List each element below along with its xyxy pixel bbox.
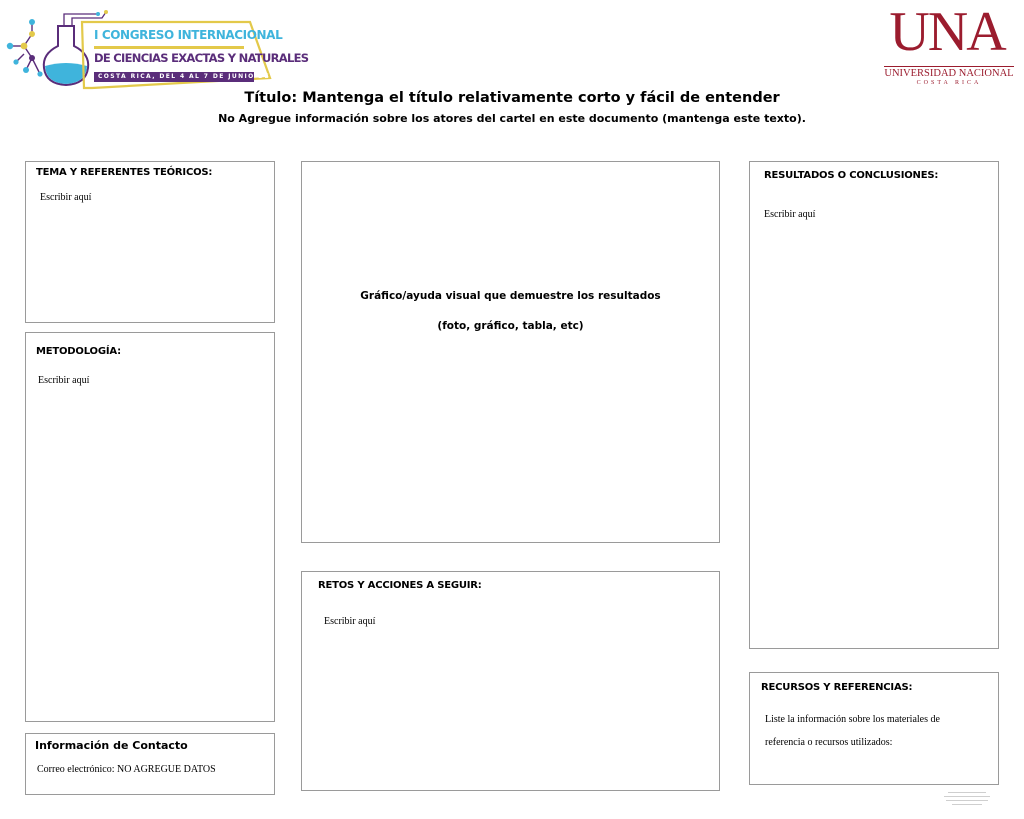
congress-line-1: I CONGRESO INTERNACIONAL: [94, 28, 283, 42]
university-divider: [884, 66, 1014, 67]
grafico-line-1: Gráfico/ayuda visual que demuestre los resultados: [360, 290, 661, 302]
university-logo: [880, 1, 1018, 86]
grafico-section: [301, 161, 720, 543]
resultados-body: Escribir aquí: [764, 209, 816, 220]
contact-section: [25, 733, 275, 795]
recursos-section: [749, 672, 999, 785]
tema-body: Escribir aquí: [40, 192, 92, 203]
retos-heading: RETOS Y ACCIONES A SEGUIR:: [318, 580, 482, 591]
resultados-heading: RESULTADOS O CONCLUSIONES:: [764, 170, 939, 181]
congress-line-3: COSTA RICA, DEL 4 AL 7 DE JUNIO DE 2019: [98, 73, 296, 80]
university-name: UNIVERSIDAD NACIONAL: [884, 68, 1014, 79]
recursos-body-line-1: Liste la información sobre los materiales de: [765, 714, 940, 725]
recursos-body-line-2: referencia o recursos utilizados:: [765, 737, 893, 748]
tema-heading: TEMA Y REFERENTES TEÓRICOS:: [36, 167, 213, 178]
university-acronym: UNA: [889, 1, 1005, 63]
contact-heading: Información de Contacto: [35, 739, 188, 752]
contact-body: Correo electrónico: NO AGREGUE DATOS: [37, 764, 216, 775]
retos-section: [301, 571, 720, 791]
congress-logo: [2, 8, 309, 90]
metodologia-section: [25, 332, 275, 722]
page-subtitle: No Agregue información sobre los atores del cartel en este documento (mantenga este texto).: [218, 112, 806, 125]
retos-body: Escribir aquí: [324, 616, 376, 627]
page-title: Título: Mantenga el título relativamente corto y fácil de entender: [244, 90, 780, 106]
resultados-section: [749, 161, 999, 649]
tema-section: [25, 161, 275, 323]
university-country: COSTA RICA: [916, 80, 982, 86]
footer-fine-print-mark: [944, 790, 990, 812]
metodologia-heading: METODOLOGÍA:: [36, 346, 121, 357]
recursos-heading: RECURSOS Y REFERENCIAS:: [761, 682, 913, 693]
grafico-line-2: (foto, gráfico, tabla, etc): [437, 320, 584, 332]
congress-line-2: DE CIENCIAS EXACTAS Y NATURALES: [94, 51, 309, 65]
metodologia-body: Escribir aquí: [38, 375, 90, 386]
